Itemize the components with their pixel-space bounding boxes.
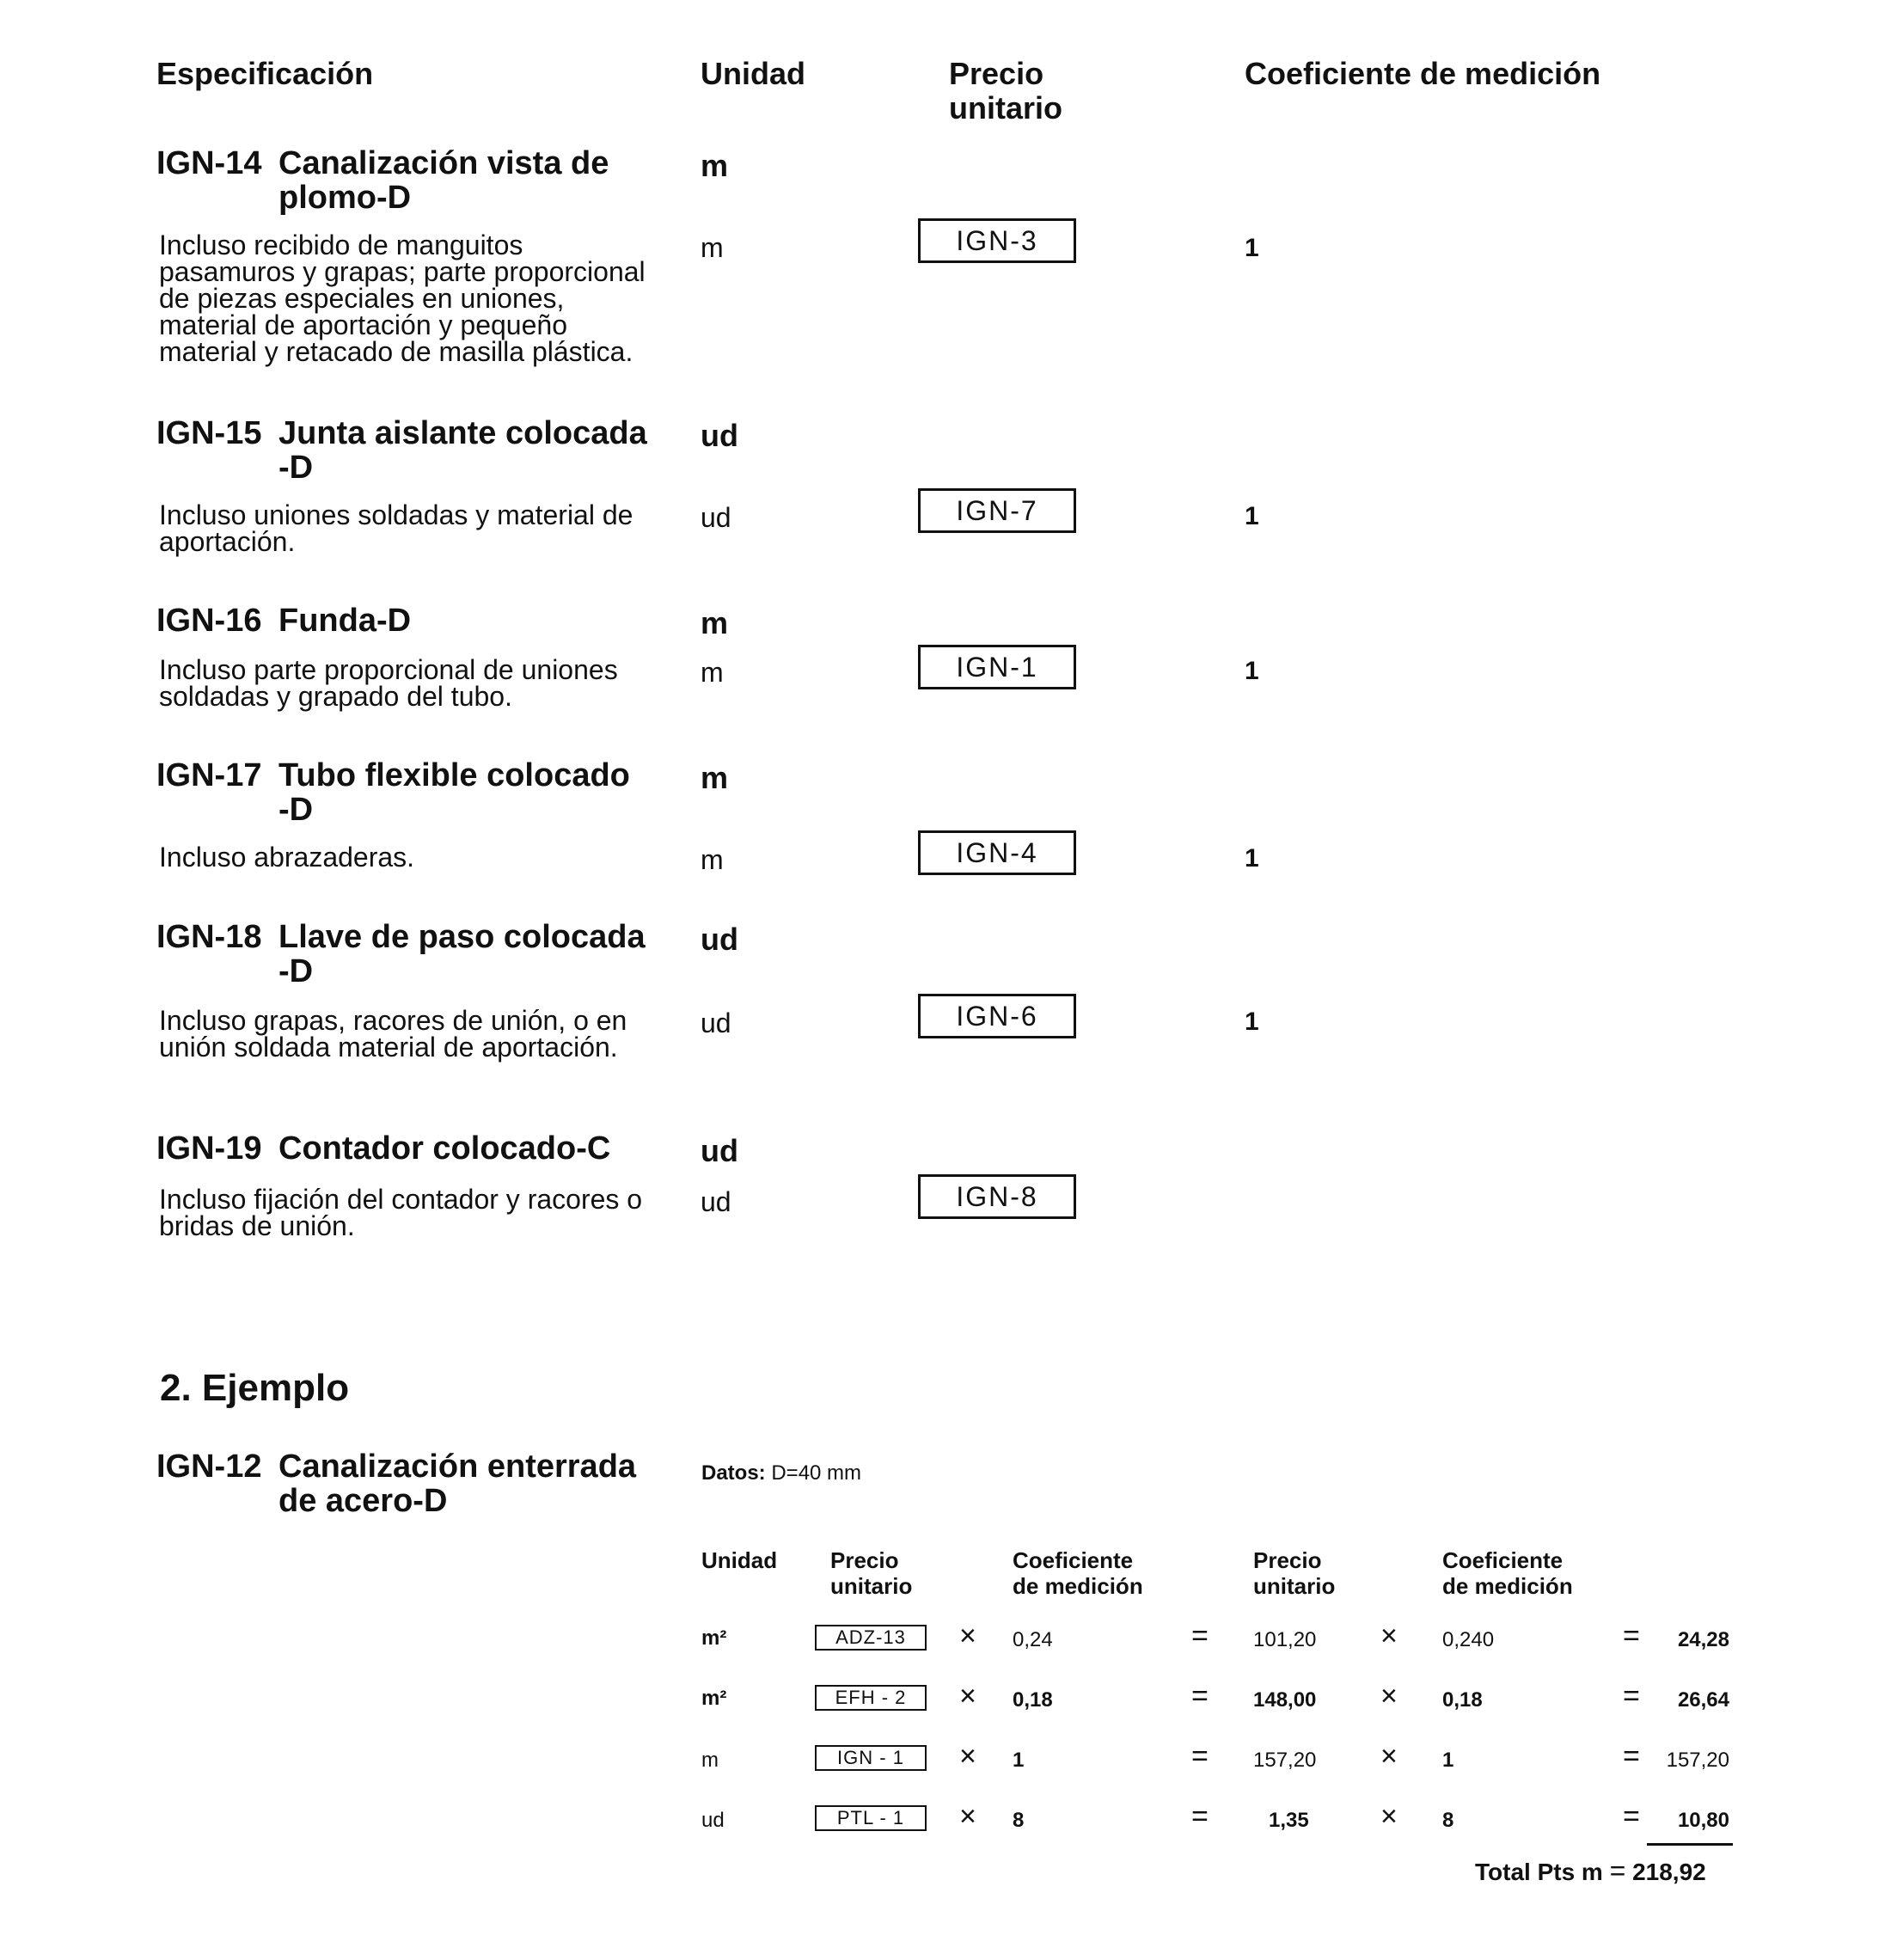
header-coef: Coeficiente de medición — [1245, 56, 1601, 91]
item-code: IGN-17 — [156, 757, 262, 793]
item-unit-title: m — [701, 148, 729, 183]
equals-sign: = — [1191, 1800, 1209, 1833]
item-title — [156, 758, 655, 827]
ex-row-result: 10,80 — [1677, 1809, 1729, 1832]
ex-row-result: 157,20 — [1666, 1749, 1729, 1772]
item-name: Canalización vista de plomo-D — [278, 145, 609, 216]
item-description: Incluso grapas, racores de unión, o en unión soldada material de aportación. — [159, 1005, 627, 1063]
ex-row-price: 157,20 — [1253, 1749, 1317, 1772]
data-value: D=40 mm — [771, 1461, 862, 1485]
ex-row-coef2: 0,240 — [1442, 1628, 1495, 1651]
ex-row-unit: ud — [701, 1809, 725, 1832]
item-description: Incluso fijación del contador y racores o bridas de unión. — [159, 1184, 643, 1241]
ex-header-price2: Precio unitario — [1253, 1547, 1336, 1599]
item-code: IGN-15 — [156, 415, 262, 451]
ex-row-ref-box: PTL - 1 — [815, 1805, 927, 1831]
item-unit: ud — [701, 502, 731, 533]
ex-row-coef2: 1 — [1442, 1749, 1454, 1772]
ex-row-coef: 1 — [1013, 1749, 1025, 1772]
header-spec: Especificación — [156, 56, 374, 91]
example-name: Canalización enterrada de acero-D — [278, 1449, 637, 1519]
item-coefficient: 1 — [1245, 657, 1259, 685]
header-price: Precio unitario — [949, 56, 1062, 126]
price-reference-box: IGN-7 — [918, 488, 1076, 533]
ex-row-coef: 0,24 — [1013, 1628, 1053, 1651]
ex-row-ref-box: IGN - 1 — [815, 1745, 927, 1771]
item-unit-title: m — [701, 605, 729, 640]
item-code: IGN-14 — [156, 145, 262, 181]
equals-sign: = — [1623, 1740, 1640, 1773]
item-description: Incluso abrazaderas. — [159, 842, 415, 873]
item-description: Incluso recibido de manguitos pasamuros y grapas; parte proporcional de piezas especiales en uniones, material de aportación y pequeño material y retacado de masilla plástica. — [159, 230, 646, 367]
item-unit-title: m — [701, 760, 729, 795]
item-name: Funda-D — [278, 603, 412, 639]
price-reference-box: IGN-3 — [918, 218, 1076, 263]
item-unit: ud — [701, 1008, 731, 1038]
ex-row-coef2: 0,18 — [1442, 1688, 1483, 1712]
item-description: Incluso uniones soldadas y material de aportación. — [159, 499, 633, 557]
item-title — [156, 1131, 655, 1166]
item-unit-title: ud — [701, 418, 738, 453]
item-title — [156, 920, 655, 989]
item-unit-title: ud — [701, 1133, 738, 1168]
equals-sign: = — [1623, 1620, 1640, 1652]
equals-sign: = — [1191, 1740, 1209, 1773]
ex-row-ref-box: ADZ-13 — [815, 1625, 927, 1651]
ex-row-ref-box: EFH - 2 — [815, 1685, 927, 1711]
ex-row-unit: m² — [701, 1626, 727, 1650]
item-unit: ud — [701, 1186, 731, 1217]
item-name: Contador colocado-C — [278, 1130, 611, 1167]
total-line — [1475, 1855, 1706, 1887]
total-value: 218,92 — [1632, 1859, 1706, 1885]
price-reference-box: IGN-4 — [918, 830, 1076, 875]
times-sign: × — [959, 1680, 976, 1712]
ex-row-coef2: 8 — [1442, 1809, 1454, 1832]
equals-sign: = — [1609, 1855, 1626, 1886]
example-code: IGN-12 — [156, 1449, 262, 1485]
price-reference-box: IGN-8 — [918, 1174, 1076, 1219]
item-code: IGN-19 — [156, 1130, 262, 1167]
times-sign: × — [959, 1740, 976, 1773]
item-name: Junta aislante colocada -D — [278, 415, 647, 486]
ex-row-unit: m² — [701, 1687, 727, 1710]
ex-row-unit: m — [701, 1749, 719, 1772]
times-sign: × — [1380, 1680, 1398, 1712]
item-coefficient: 1 — [1245, 1008, 1259, 1036]
item-coefficient: 1 — [1245, 844, 1259, 873]
item-unit-title: ud — [701, 922, 738, 957]
equals-sign: = — [1623, 1680, 1640, 1712]
times-sign: × — [1380, 1800, 1398, 1833]
example-data — [701, 1461, 861, 1485]
item-title — [156, 146, 655, 215]
ex-row-coef: 0,18 — [1013, 1688, 1053, 1712]
equals-sign: = — [1191, 1620, 1209, 1652]
price-reference-box: IGN-6 — [918, 994, 1076, 1038]
ex-header-unit: Unidad — [701, 1547, 778, 1573]
equals-sign: = — [1191, 1680, 1209, 1712]
times-sign: × — [1380, 1620, 1398, 1652]
times-sign: × — [959, 1620, 976, 1652]
section-title: 2. Ejemplo — [160, 1367, 350, 1409]
item-coefficient: 1 — [1245, 234, 1259, 262]
header-unit: Unidad — [701, 56, 805, 91]
ex-row-coef: 8 — [1013, 1809, 1025, 1832]
ex-row-result: 24,28 — [1677, 1628, 1729, 1651]
data-label: Datos: — [701, 1461, 766, 1485]
ex-header-coef2: Coeficiente de medición — [1442, 1547, 1573, 1599]
ex-row-result: 26,64 — [1677, 1688, 1729, 1712]
item-description: Incluso parte proporcional de uniones soldadas y grapado del tubo. — [159, 654, 618, 712]
item-unit: m — [701, 232, 724, 263]
equals-sign: = — [1623, 1800, 1640, 1833]
ex-header-coef: Coeficiente de medición — [1013, 1547, 1143, 1599]
times-sign: × — [959, 1800, 976, 1833]
price-reference-box: IGN-1 — [918, 645, 1076, 689]
ex-row-price: 1,35 — [1269, 1809, 1309, 1832]
item-name: Llave de paso colocada -D — [278, 919, 646, 989]
ex-header-price: Precio unitario — [830, 1547, 913, 1599]
total-rule — [1647, 1843, 1733, 1846]
item-unit: m — [701, 657, 724, 688]
item-title — [156, 603, 655, 638]
example-title — [156, 1449, 655, 1518]
item-code: IGN-18 — [156, 919, 262, 955]
item-coefficient: 1 — [1245, 502, 1259, 530]
item-title — [156, 416, 655, 485]
times-sign: × — [1380, 1740, 1398, 1773]
total-label: Total Pts m — [1475, 1859, 1603, 1885]
item-code: IGN-16 — [156, 603, 262, 639]
ex-row-price: 148,00 — [1253, 1688, 1317, 1712]
item-name: Tubo flexible colocado -D — [278, 757, 630, 828]
item-unit: m — [701, 844, 724, 875]
ex-row-price: 101,20 — [1253, 1628, 1317, 1651]
